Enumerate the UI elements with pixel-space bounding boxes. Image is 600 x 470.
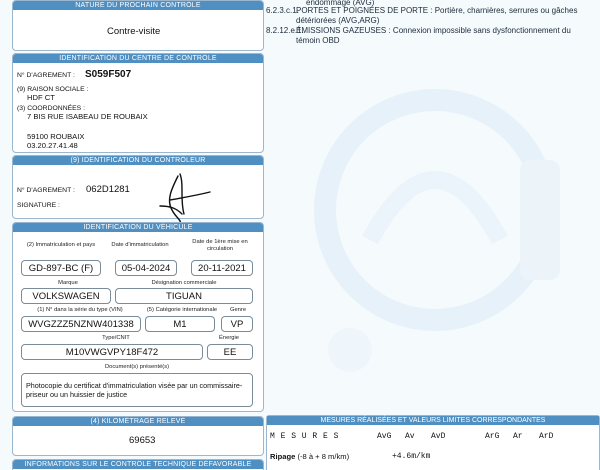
kilometrage-value: 69653 xyxy=(129,435,156,446)
genre-value: VP xyxy=(221,316,253,332)
designation-value: TIGUAN xyxy=(115,288,253,304)
infos-header: INFORMATIONS SUR LE CONTRÔLE TECHNIQUE DÉFAVORABLE xyxy=(13,460,263,469)
address-line2: 59100 ROUBAIX xyxy=(27,132,85,141)
ripage-label: Ripage xyxy=(270,452,296,461)
mesures-title: M E S U R E S xyxy=(270,432,339,441)
controleur-header: (9) IDENTIFICATION DU CONTRÔLEUR xyxy=(13,156,263,165)
vehicule-header: IDENTIFICATION DU VÉHICULE xyxy=(13,223,263,232)
genre-label: Genre xyxy=(229,307,247,313)
marque-value: VOLKSWAGEN xyxy=(21,288,111,304)
controleur-agrement-value: 062D1281 xyxy=(86,184,130,195)
centre-agrement-label: N° D'AGREMENT : xyxy=(17,72,75,79)
kilometrage-header: (4) KILOMÉTRAGE RELEVÉ xyxy=(13,417,263,426)
col-arg: ArG xyxy=(485,432,500,441)
mesures-panel xyxy=(266,415,600,470)
kilometrage-panel xyxy=(12,416,264,456)
energie-label: Énergie xyxy=(219,335,239,341)
ripage-value: +4.6m/km xyxy=(392,452,431,461)
date-first-label: Date de 1ère mise en circulation xyxy=(192,239,248,252)
coordonnees-label: (3) COORDONNÉES : xyxy=(17,105,85,112)
defect-title: ÉMISSIONS GAZEUSES xyxy=(296,26,387,35)
address-line1: 7 BIS RUE ISABEAU DE ROUBAIX xyxy=(27,112,148,121)
col-av: Av xyxy=(405,432,415,441)
next-check-panel xyxy=(12,0,264,51)
vin-value: WVGZZZ5NZNW401338 xyxy=(21,316,141,332)
energie-value: EE xyxy=(207,344,253,360)
ripage-range: (-8 à + 8 m/km) xyxy=(297,452,350,461)
categorie-value: M1 xyxy=(145,316,215,332)
type-value: M10VWGVPY18F472 xyxy=(21,344,203,360)
centre-agrement-value: S059F507 xyxy=(85,69,132,80)
controleur-panel xyxy=(12,155,264,219)
next-check-header: NATURE DU PROCHAIN CONTRÔLE xyxy=(13,1,263,10)
col-avg: AvG xyxy=(377,432,392,441)
infos-panel xyxy=(12,459,264,470)
col-avd: AvD xyxy=(431,432,446,441)
type-label: Type/CNIT xyxy=(102,335,130,341)
centre-panel xyxy=(12,53,264,153)
col-ar: Ar xyxy=(513,432,523,441)
documents-value: Photocopie du certificat d'immatriculation visée par un commissaire-priseur ou un huissier de justice xyxy=(21,373,253,407)
marque-label: Marque xyxy=(58,280,78,286)
documents-label: Document(s) présenté(s) xyxy=(104,364,170,370)
signature-icon xyxy=(150,170,220,226)
mesures-header: MESURES RÉALISÉES ET VALEURS LIMITES CORRESPONDANTES xyxy=(267,416,599,425)
designation-label: Désignation commerciale xyxy=(151,280,217,286)
phone-number: 03.20.27.41.48 xyxy=(27,141,78,150)
immat-value: GD-897-BC (F) xyxy=(21,260,101,276)
date-first-value: 20-11-2021 xyxy=(191,260,253,276)
date-immat-label: Date d'immatriculation xyxy=(111,242,169,248)
signature-label: SIGNATURE : xyxy=(17,202,60,209)
defects-area: endommage (AVG) 6.2.3.c.1. PORTES ET POIGNÉES DE PORTE : Portière, charnières, serrures ou gâches détériorées (AVG,ARG) 8.2.12.e.1. ÉMISSIONS GAZEUSES : Connexion impossible sans dysfonctionnement du témoin OBD xyxy=(266,0,578,45)
immat-label: (2) Immatriculation et pays xyxy=(26,242,96,248)
raison-sociale-value: HDF CT xyxy=(27,93,55,102)
defect-title: PORTES ET POIGNÉES DE PORTE xyxy=(296,6,429,15)
date-immat-value: 05-04-2024 xyxy=(115,260,177,276)
vehicule-panel xyxy=(12,222,264,412)
raison-sociale-label: (9) RAISON SOCIALE : xyxy=(17,86,89,93)
ripage-row xyxy=(270,452,349,461)
categorie-label: (5) Catégorie internationale xyxy=(146,307,218,313)
col-ard: ArD xyxy=(539,432,554,441)
centre-header: IDENTIFICATION DU CENTRE DE CONTRÔLE xyxy=(13,54,263,63)
controleur-agrement-label: N° D'AGREMENT : xyxy=(17,187,75,194)
next-check-value: Contre-visite xyxy=(107,26,161,37)
vin-label: (1) N° dans la série du type (VIN) xyxy=(37,307,123,313)
